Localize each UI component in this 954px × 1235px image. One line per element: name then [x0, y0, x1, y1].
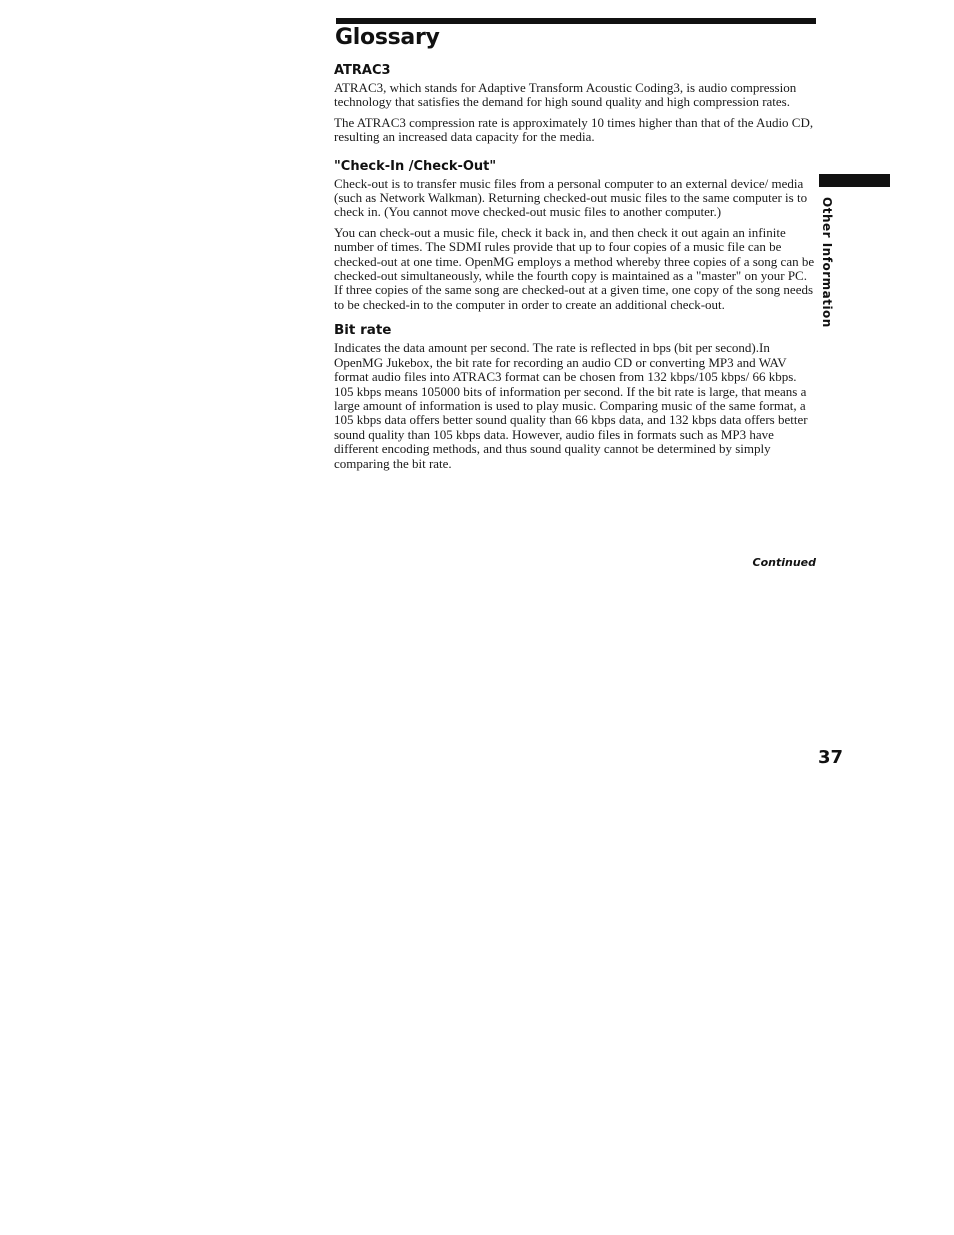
- definition-paragraph: You can check-out a music file, check it back in, and then check it out again an infinite number of times. The SDMI rules provide that up to four copies of a music file can be checked-out at one time. OpenMG employs a method whereby three copies of a song can be checked-out simultaneously, while the fourth copy is maintained as a "master" on your PC. If three copies of the same song are checked-out at a given time, one copy of the song needs to be checked-in to the computer in order to create an additional check-out.: [334, 224, 815, 312]
- definition-paragraph: ATRAC3, which stands for Adaptive Transform Acoustic Coding3, is audio compression technology that satisfies the demand for high sound quality and high compression rates.: [334, 80, 797, 110]
- term-heading: Bit rate: [334, 322, 392, 339]
- glossary-entry-check-in-check-out: [334, 159, 818, 313]
- definition-paragraph: The ATRAC3 compression rate is approximately 10 times higher than that of the Audio CD, resulting an increased data capacity for the media.: [334, 114, 814, 145]
- glossary-entry-bit-rate: [334, 322, 818, 471]
- glossary-body: [334, 63, 818, 477]
- glossary-entry-atrac3: [334, 63, 818, 145]
- continued-label: Continued: [752, 556, 816, 569]
- section-tab-marker: [819, 174, 890, 187]
- header-rule: [336, 18, 816, 24]
- term-heading: "Check-In /Check-Out": [334, 158, 497, 174]
- section-tab-label: Other Information: [820, 197, 834, 328]
- page-title: Glossary: [335, 25, 440, 50]
- definition-paragraph: Indicates the data amount per second. The rate is reflected in bps (bit per second).In OpenMG Jukebox, the bit rate for recording an audio CD or converting MP3 and WAV format audio files into ATRAC3 format can be chosen from 132 kbps/105 kbps/ 66 kbps. 105 kbps means 105000 bits of information per second. If the bit rate is large, that means a large amount of information is used to play music. Comparing music of the same format, a 105 kbps data offers better sound quality than 66 kbps data, and 132 kbps data offers better sound quality than 105 kbps data. However, audio files in formats such as MP3 have different encoding methods, and thus sound quality cannot be determined by simply comparing the bit rate.: [334, 340, 808, 471]
- page-number: 37: [817, 747, 843, 768]
- definition-paragraph: Check-out is to transfer music files from a personal computer to an external device/ media (such as Network Walkman). Returning checked-out music files to the same computer is to check in. (You cannot move checked-out music files to another computer.): [334, 175, 808, 220]
- term-heading: ATRAC3: [334, 63, 391, 78]
